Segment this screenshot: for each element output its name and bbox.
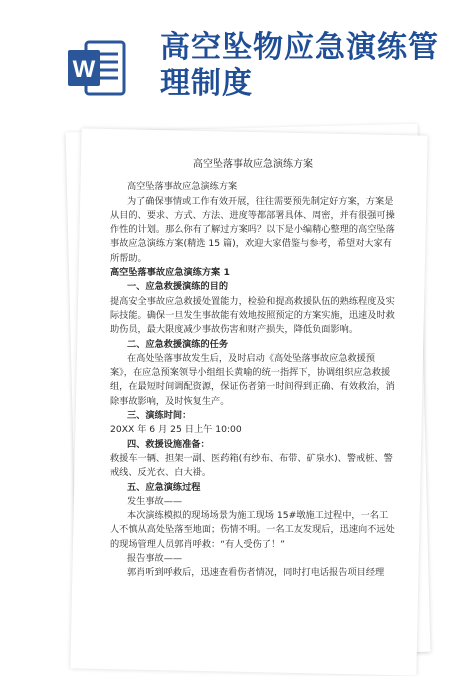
section-1-heading: 一、应急救援演练的目的 [127, 281, 229, 293]
word-document-icon [64, 36, 128, 100]
header-banner [0, 0, 474, 112]
section-5-sub-2: 报告事故—— [127, 553, 183, 565]
section-5-sub-1: 发生事故—— [127, 495, 183, 507]
section-5-body-1: 本次演练模拟的现场场景为施工现场 15#墩施工过程中，一名工人不慎从高处坠落至地面；伤情不明。一名工友发现后，迅速向不远处的现场管理人员郭肖呼救：“有人受伤了！” [110, 510, 395, 550]
section-3-body: 20XX 年 6 月 25 日上午 10:00 [110, 424, 242, 436]
section-1-body: 提高安全事故应急救援处置能力，检验和提高救援队伍的熟练程度及实际技能。确保一旦发生事故能有效地按照预定的方案实施，迅速及时救助伤员，最大限度减少事故伤害和财产损失，降低负面影响。 [110, 295, 395, 336]
section-5-heading: 五、应急演练过程 [127, 481, 201, 493]
section-2-heading: 二、应急救援演练的任务 [127, 338, 229, 350]
section-2-body: 在高处坠落事故发生后，及时启动《高处坠落事故应急救援预案》，在应急预案领导小组组长黄喻的统一指挥下，协调组织应急救援组，在最短时间调配资源，保证伤者第一时间得到正确、有效救治，消除事故影响，及时恢复生产。 [110, 352, 395, 407]
section-5-body-2: 郭肖听到呼救后，迅速查看伤者情况，同时打电话报告项目经理 [127, 567, 385, 579]
document-body [110, 158, 396, 581]
section-4-heading: 四、救援设施准备： [127, 438, 210, 450]
section-title: 高空坠落事故应急演练方案 1 [110, 267, 230, 279]
document-subtitle: 高空坠落事故应急演练方案 [127, 181, 238, 193]
document-title: 高空坠落事故应急演练方案 [193, 159, 313, 170]
page-title: 高空坠物应急演练管理制度 [160, 30, 439, 101]
word-letter: W [72, 56, 96, 83]
section-3-heading: 三、演练时间： [127, 410, 192, 422]
intro-paragraph: 为了确保事情或工作有效开展，往往需要预先制定好方案，方案是从目的、要求、方式、方法、进度等都部署具体、周密，并有很强可操作性的计划。那么你有了解过方案吗？以下是小编精心整理的高空坠落事故应急演练方案(精选 15 篇)，欢迎大家借鉴与参考，希望对大家有所帮助。 [110, 195, 395, 264]
section-4-body: 救援车一辆、担架一副、医药箱(有纱布、布带、矿泉水)、警戒桩、警戒线、反光衣、白大褂。 [110, 452, 393, 479]
